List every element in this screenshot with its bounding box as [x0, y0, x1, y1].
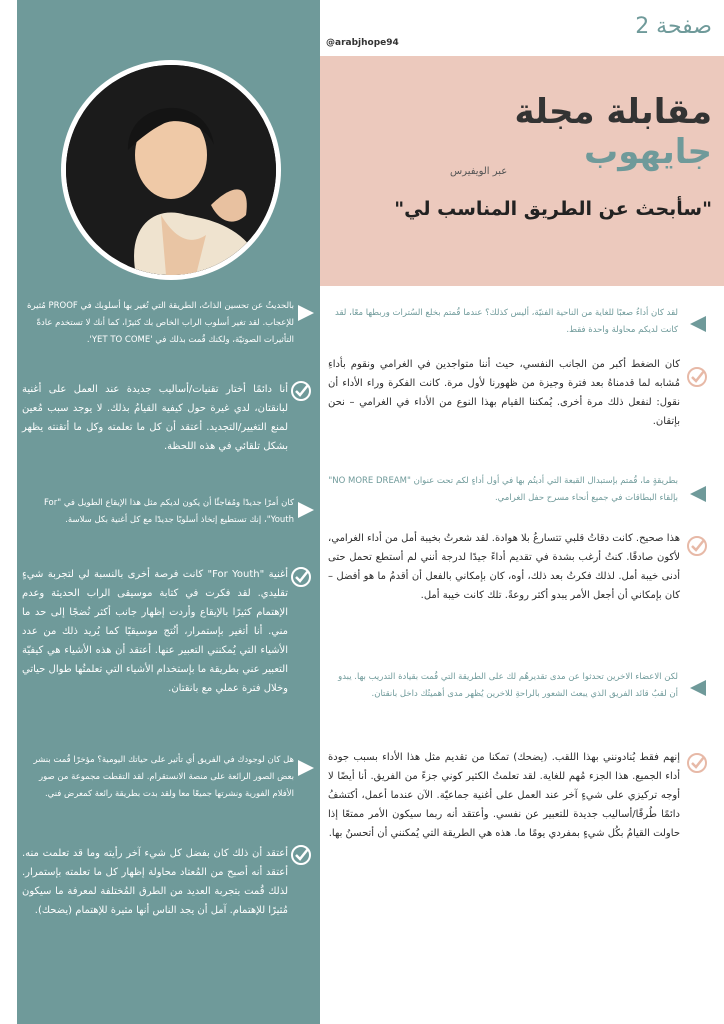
- question-marker-icon: [690, 486, 706, 502]
- title-line-2: جايهوب: [584, 132, 712, 172]
- question-marker-icon: [298, 502, 314, 518]
- portrait-photo: [66, 65, 276, 275]
- check-circle-icon: [686, 366, 708, 388]
- page-title: [412, 92, 712, 172]
- check-circle-icon: [290, 566, 312, 588]
- check-circle-icon: [686, 752, 708, 774]
- right-answer-3: إنهم فقط يُنادونني بهذا اللقب. (يضحك) تمكنا من تقديم مثل هذا الأداء بسبب جودة أداء الجميع. هذا الجزء مُهم للغاية. لقد تعلمتُ الكثير كوني جزءً من الفريق. أنا أيضًا لا أوجه تركيزي على شيءٍ آخر عند العمل على أغنية جماعيّة. الآن عندما أعمل، أكتشفُ دائمًا طُرقًا/أساليب جديدة للتعبير عن نفسي. وأعتقد أنه ربما سيكون الأمر ممتعًا إذا حاولت القيامُ بكُل شيءٍ بمفردي يومًا ما. هذه هي الطريقة التي يُمكنني أن أتحسنُ بها.: [328, 752, 680, 839]
- right-question-2: بطريقةٍ ما، قُمتم بإستبدال القبعة التي أديتُم بها في أول أداءٍ لكم تحت عنوان "NO MORE DREAM" بإلقاء البطاقات في جميع أنحاء مسرح حفل الغرامي.: [328, 476, 678, 503]
- left-answer-1: أنا دائمًا أختار تقنيات/أساليب جديدة عند العمل على أغنية لبانقتان، لدي غيرة حول كيفية القيامُ بذلك. لا يوجد سبب مُعين لمنع التغيير/التجديد. أعتقد أن كل ما تعلمته وكل ما أتقنته يظهر بشكل تلقائي في هذه اللحظة.: [22, 384, 288, 452]
- question-marker-icon: [690, 316, 706, 332]
- byline: عبر الويفيرس: [450, 166, 508, 177]
- question-marker-icon: [690, 680, 706, 696]
- check-circle-icon: [290, 844, 312, 866]
- page-number: صفحة 2: [635, 14, 712, 39]
- right-answer-2: هذا صحيح. كانت دقاتُ قلبي تتسارعُ بلا هوادة. لقد شعرتُ بخيبة أمل من أداء الغرامي، لأكون صادقًا. كنتُ أرغب بشدة في تقديم أداءً جيدًا لدرجة أنني لم أستطع تحمل حتى أدنى خيبة أمل. لذلك فكرتُ بعد ذلك، أوه، كان بإمكاني بالفعل أن أقدمُ ما هو أفضل – كان بإمكاني أن أجعل الأمر يبدو أكثر روعةً. تلك كانت خيبة أمل.: [328, 533, 680, 601]
- check-circle-icon: [686, 535, 708, 557]
- check-circle-icon: [290, 380, 312, 402]
- left-question-2: كان أمرًا جديدًا ومُفاجئًا أن يكون لديكم مثل هذا الإيقاع الطويل في "For Youth"، إنك تستطيع إتخاذ أسلوبًا جديدًا مع كل أغنية بكل سلاسة.: [43, 498, 294, 525]
- headline-quote: "سأبحث عن الطريق المناسب لي": [394, 198, 712, 220]
- right-question-3: لكن الاعضاء الاخرين تحدثوا عن مدى تقديرهُم لك على الطريقة التي قُمت بقيادة التدريب بها. يبدو أن لقبُ قائد الفريق الذي يبعث الشعور بالراحةِ للاخرين يُظهر مدى أهميتُك داخل بانقتان.: [338, 672, 678, 699]
- question-marker-icon: [298, 305, 314, 321]
- left-answer-3: أعتقد أن ذلك كان بفضل كل شيء آخر رأيته وما قد تعلمت منه. أعتقد أنه أصبح من المُعتاد محاولة إظهار كل ما تعلمته بإستمرار. لذلك قُمت بتجربة العديد من الطرق المُختلفة لمعرفة ما سيكون مُثيرًا للإهتمام. آمل أن يجد الناس أنها مثيرة للإهتمام (يضحك).: [22, 848, 288, 916]
- right-question-1: لقد كان أداءُ صعبًا للغاية من الناحية الفنيّة، أليس كذلك؟ عندما قُمتم بخلع السُترات وربطها معًا، لقد كانت لديكم محاولة واحدة فقط.: [335, 308, 678, 335]
- author-handle: @arabjhope94: [326, 38, 399, 48]
- left-question-1: بالحديثُ عن تحسين الذاتُ، الطريقة التي تُغير بها أسلوبك في PROOF مُثيرة للإعجاب. لقد تغير أسلوب الراب الخاص بك كثيرًا، كما أنك لا تستخدم عادةً التأثيرات الصوتيّة، ولكنك قُمت بذلك في 'YET TO COME'.: [26, 301, 294, 345]
- title-line-1: مقابلة مجلة: [514, 92, 712, 132]
- left-answer-2: أغنية "For Youth" كانت فرصة أخرى بالنسبة لي لتجربة شيءٍ تقليدي. لقد فكرت في كتابة موسيقى الراب الحديثة وعدم الإهتمام كثيرًا بالإيقاع وأردت إظهار جانب أكثر نُضجًا إلى حد ما مني. أنا أتغير بإستمرار، أنُتج موسيقيًا كما يُريد ذلك من عدد الأشياء التي يُمكنني التعبير عنها. أعتقد أن هذه الأشياء هي كيفيّة التعبير عني بطريقة ما بإستخدام الأشياء التي تعلمتُها طوال حياتي وخلال فترة عملي مع بانقتان.: [22, 569, 289, 694]
- question-marker-icon: [298, 760, 314, 776]
- right-answer-1: كان الضغط أكبر من الجانب النفسي، حيث أننا متواجدين في الغرامي ونقوم بأداءِ مُشابه لما قدمناهُ بعد فترة وجيزة من ظهورنا لأول مرة. كانت الفكرة وراء الأداء أن نقول: لنفعل ذلك مرة أخرى. يُمكننا القيام بهذا النوع من الأداء في الغرامي – نحن بإتقان.: [328, 359, 680, 427]
- left-question-3: هل كان لوجودك في الفريق أي تأثير على حياتك اليومية؟ مؤخرًا قُمت بنشر بعض الصور الرائعة على منصة الانستقرام. لقد التقطت مجموعة من صور الأفلام الفورية ونشرتها جميعًا معا ولقد بدت بطريقة رائعة كمعرض فني.: [33, 755, 294, 799]
